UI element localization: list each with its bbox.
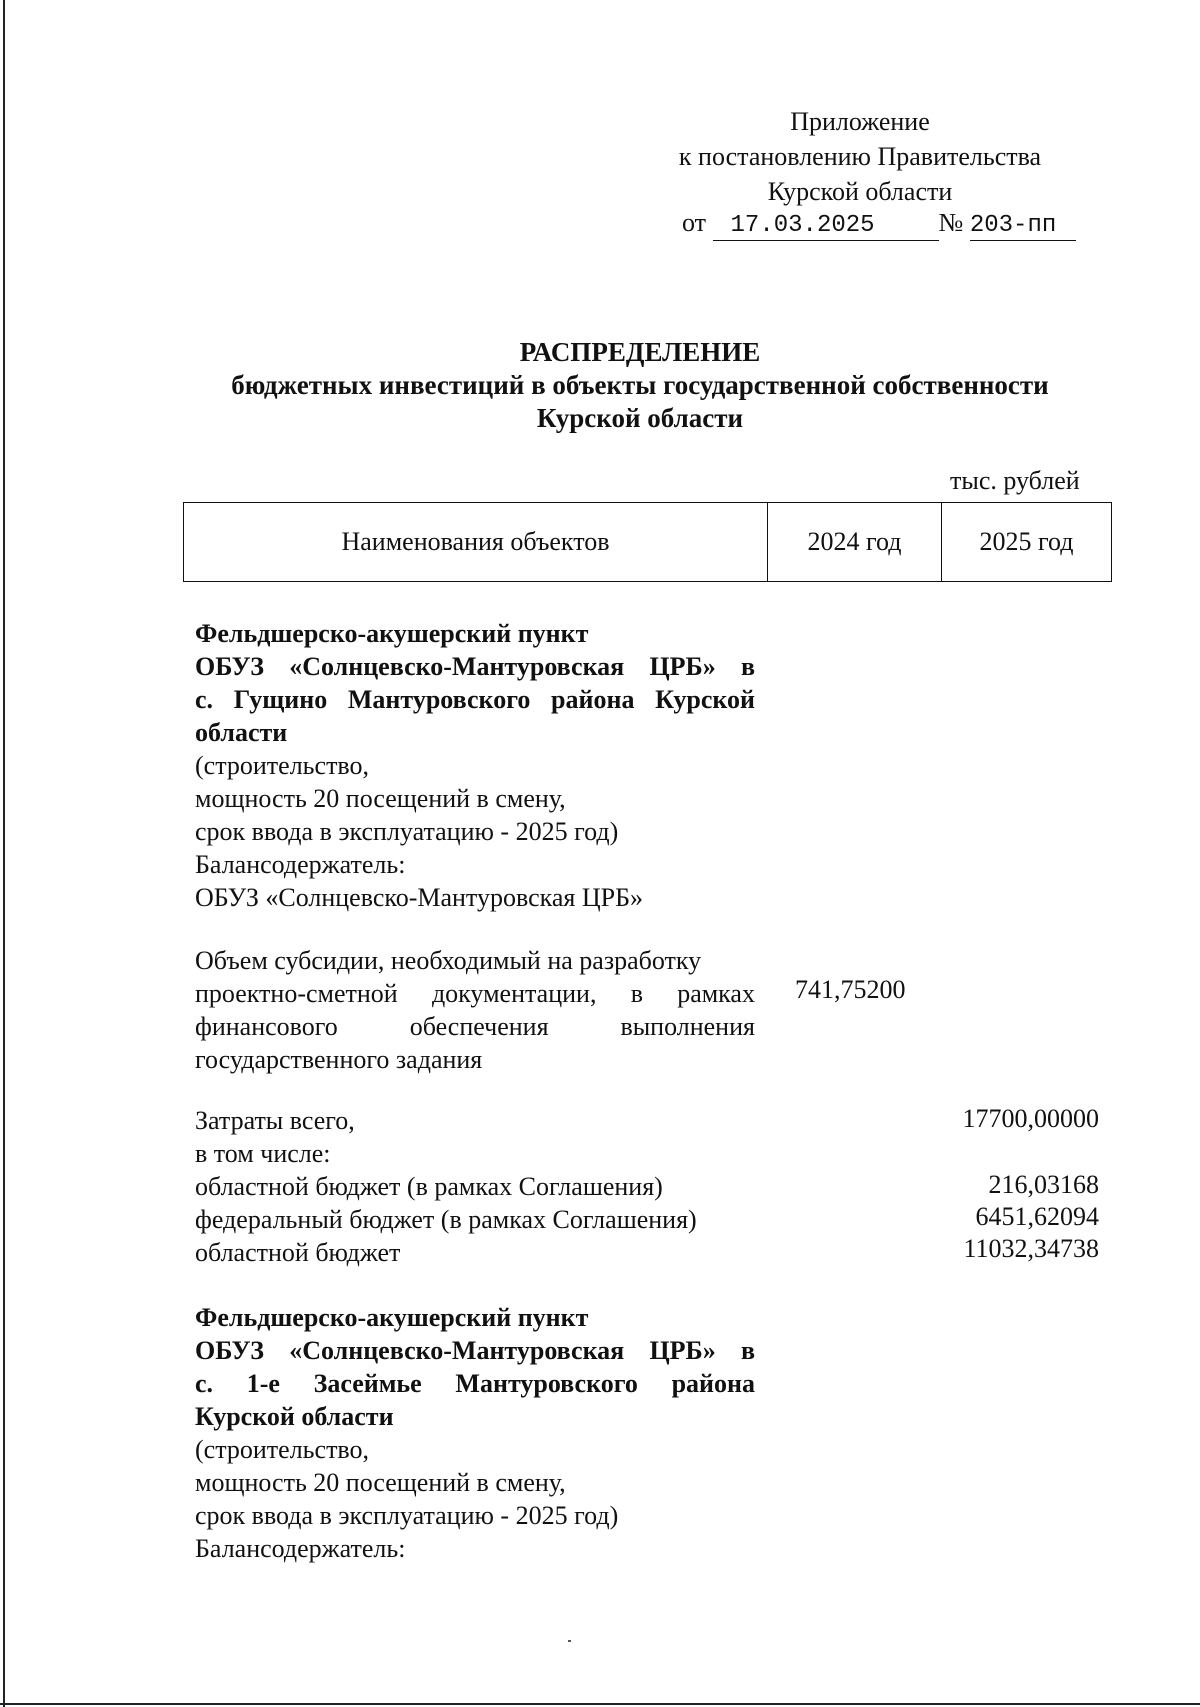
subsidy-2024-value: 741,75200 <box>795 975 906 1004</box>
object1-name-part: с. <box>195 685 214 714</box>
costs-including-label: в том числе: <box>195 1139 331 1168</box>
regional-2025-value: 11032,34738 <box>963 1234 1099 1263</box>
appendix-region: Курской области <box>767 177 953 206</box>
object2-name-line: Курской области <box>195 1402 394 1431</box>
object1-name-part: Гущино <box>233 685 328 714</box>
costs-total-2025-value: 17700,00000 <box>962 1104 1099 1133</box>
object1-detail-line: срок ввода в эксплуатацию - 2025 год) <box>195 817 619 846</box>
subsidy-part: финансового <box>195 1012 338 1041</box>
header-objects: Наименования объектов <box>184 503 768 581</box>
object2-name-part: Засеймье <box>313 1369 422 1398</box>
object2-name-line <box>195 1334 755 1367</box>
resolution-date: 17.03.2025 <box>713 212 939 241</box>
object2-name-line: Фельдшерско-акушерский пункт <box>195 1303 589 1332</box>
subsidy-part: выполнения <box>620 1012 755 1041</box>
title-region: Курской области <box>536 403 744 433</box>
object1-details <box>195 749 755 914</box>
object2-name-part: Мантуровского <box>455 1369 638 1398</box>
header-2024: 2024 год <box>768 503 942 581</box>
subsidy-line: государственного задания <box>195 1045 483 1074</box>
currency-unit: тыс. рублей <box>950 466 1080 495</box>
subsidy-line <box>195 977 755 1010</box>
object1-name-part: Курской <box>655 685 755 714</box>
resolution-number: 203-пп <box>970 212 1076 241</box>
object2-detail-line: Балансодержатель: <box>195 1534 406 1563</box>
subsidy-line: Объем субсидии, необходимый на разработку <box>195 946 702 975</box>
federal-agreement-label: федеральный бюджет (в рамках Соглашения) <box>195 1205 697 1234</box>
object1-detail-line: Балансодержатель: <box>195 850 406 879</box>
object1-detail-line: (строительство, <box>195 751 370 780</box>
subsidy-part: в <box>630 979 643 1008</box>
object2-name-part: 1-е <box>246 1369 280 1398</box>
object2-detail-line: срок ввода в эксплуатацию - 2025 год) <box>195 1501 619 1530</box>
object1-name-part: ОБУЗ <box>195 652 264 681</box>
object2-name-part: в <box>740 1336 755 1365</box>
object1-detail-line: мощность 20 посещений в смену, <box>195 784 566 813</box>
subsidy-part: проектно-сметной <box>195 979 398 1008</box>
appendix-resolution: к постановлению Правительства <box>678 142 1042 171</box>
subsidy-line <box>195 1010 755 1043</box>
object1-name-line: области <box>195 718 288 747</box>
resolution-reference <box>682 208 1076 241</box>
object1-name-part: ЦРБ» <box>649 652 716 681</box>
regional-agreement-label: областной бюджет (в рамках Соглашения) <box>195 1172 663 1201</box>
object2-detail-line: мощность 20 посещений в смену, <box>195 1468 566 1497</box>
object2-name-part: «Солнцевско-Мантуровская <box>289 1336 625 1365</box>
object1-name-line <box>195 650 755 683</box>
subsidy-part: рамках <box>677 979 755 1008</box>
object2-name-part: района <box>671 1369 755 1398</box>
federal-agreement-2025-value: 6451,62094 <box>975 1202 1099 1231</box>
number-label: № <box>938 208 964 237</box>
object2-name <box>195 1301 755 1433</box>
appendix-header <box>640 104 1080 209</box>
object1-name-part: в <box>740 652 755 681</box>
object1-subsidy <box>195 944 755 1076</box>
object2-details <box>195 1433 755 1565</box>
object1-name-line <box>195 683 755 716</box>
subsidy-part: документации, <box>431 979 597 1008</box>
object1-name-part: «Солнцевско-Мантуровская <box>289 652 625 681</box>
document-title <box>100 336 1180 435</box>
from-label: от <box>682 208 707 237</box>
subsidy-part: обеспечения <box>409 1012 549 1041</box>
object1-detail-line: ОБУЗ «Солнцевско-Мантуровская ЦРБ» <box>195 883 644 912</box>
object1-costs <box>195 1104 755 1269</box>
scan-edge-bottom <box>0 1703 1200 1705</box>
object1-name-part: Мантуровского <box>347 685 531 714</box>
appendix-title: Приложение <box>790 107 930 136</box>
object1-name-part: района <box>551 685 635 714</box>
title-sub: бюджетных инвестиций в объекты государственной собственности <box>231 370 1049 400</box>
scan-edge-left <box>3 0 5 1707</box>
table-header <box>183 502 1112 582</box>
object2-name-part: с. <box>195 1369 214 1398</box>
object2-name-part: ОБУЗ <box>195 1336 264 1365</box>
page-footer-mark <box>568 1640 571 1642</box>
object1-name <box>195 617 755 749</box>
object1-name-line: Фельдшерско-акушерский пункт <box>195 619 589 648</box>
regional-label: областной бюджет <box>195 1238 401 1267</box>
header-2025: 2025 год <box>979 527 1074 556</box>
object2-name-line <box>195 1367 755 1400</box>
title-main: РАСПРЕДЕЛЕНИЕ <box>519 337 761 367</box>
regional-agreement-2025-value: 216,03168 <box>988 1170 1099 1199</box>
object2-name-part: ЦРБ» <box>649 1336 716 1365</box>
costs-total-label: Затраты всего, <box>195 1106 355 1135</box>
object2-detail-line: (строительство, <box>195 1435 370 1464</box>
